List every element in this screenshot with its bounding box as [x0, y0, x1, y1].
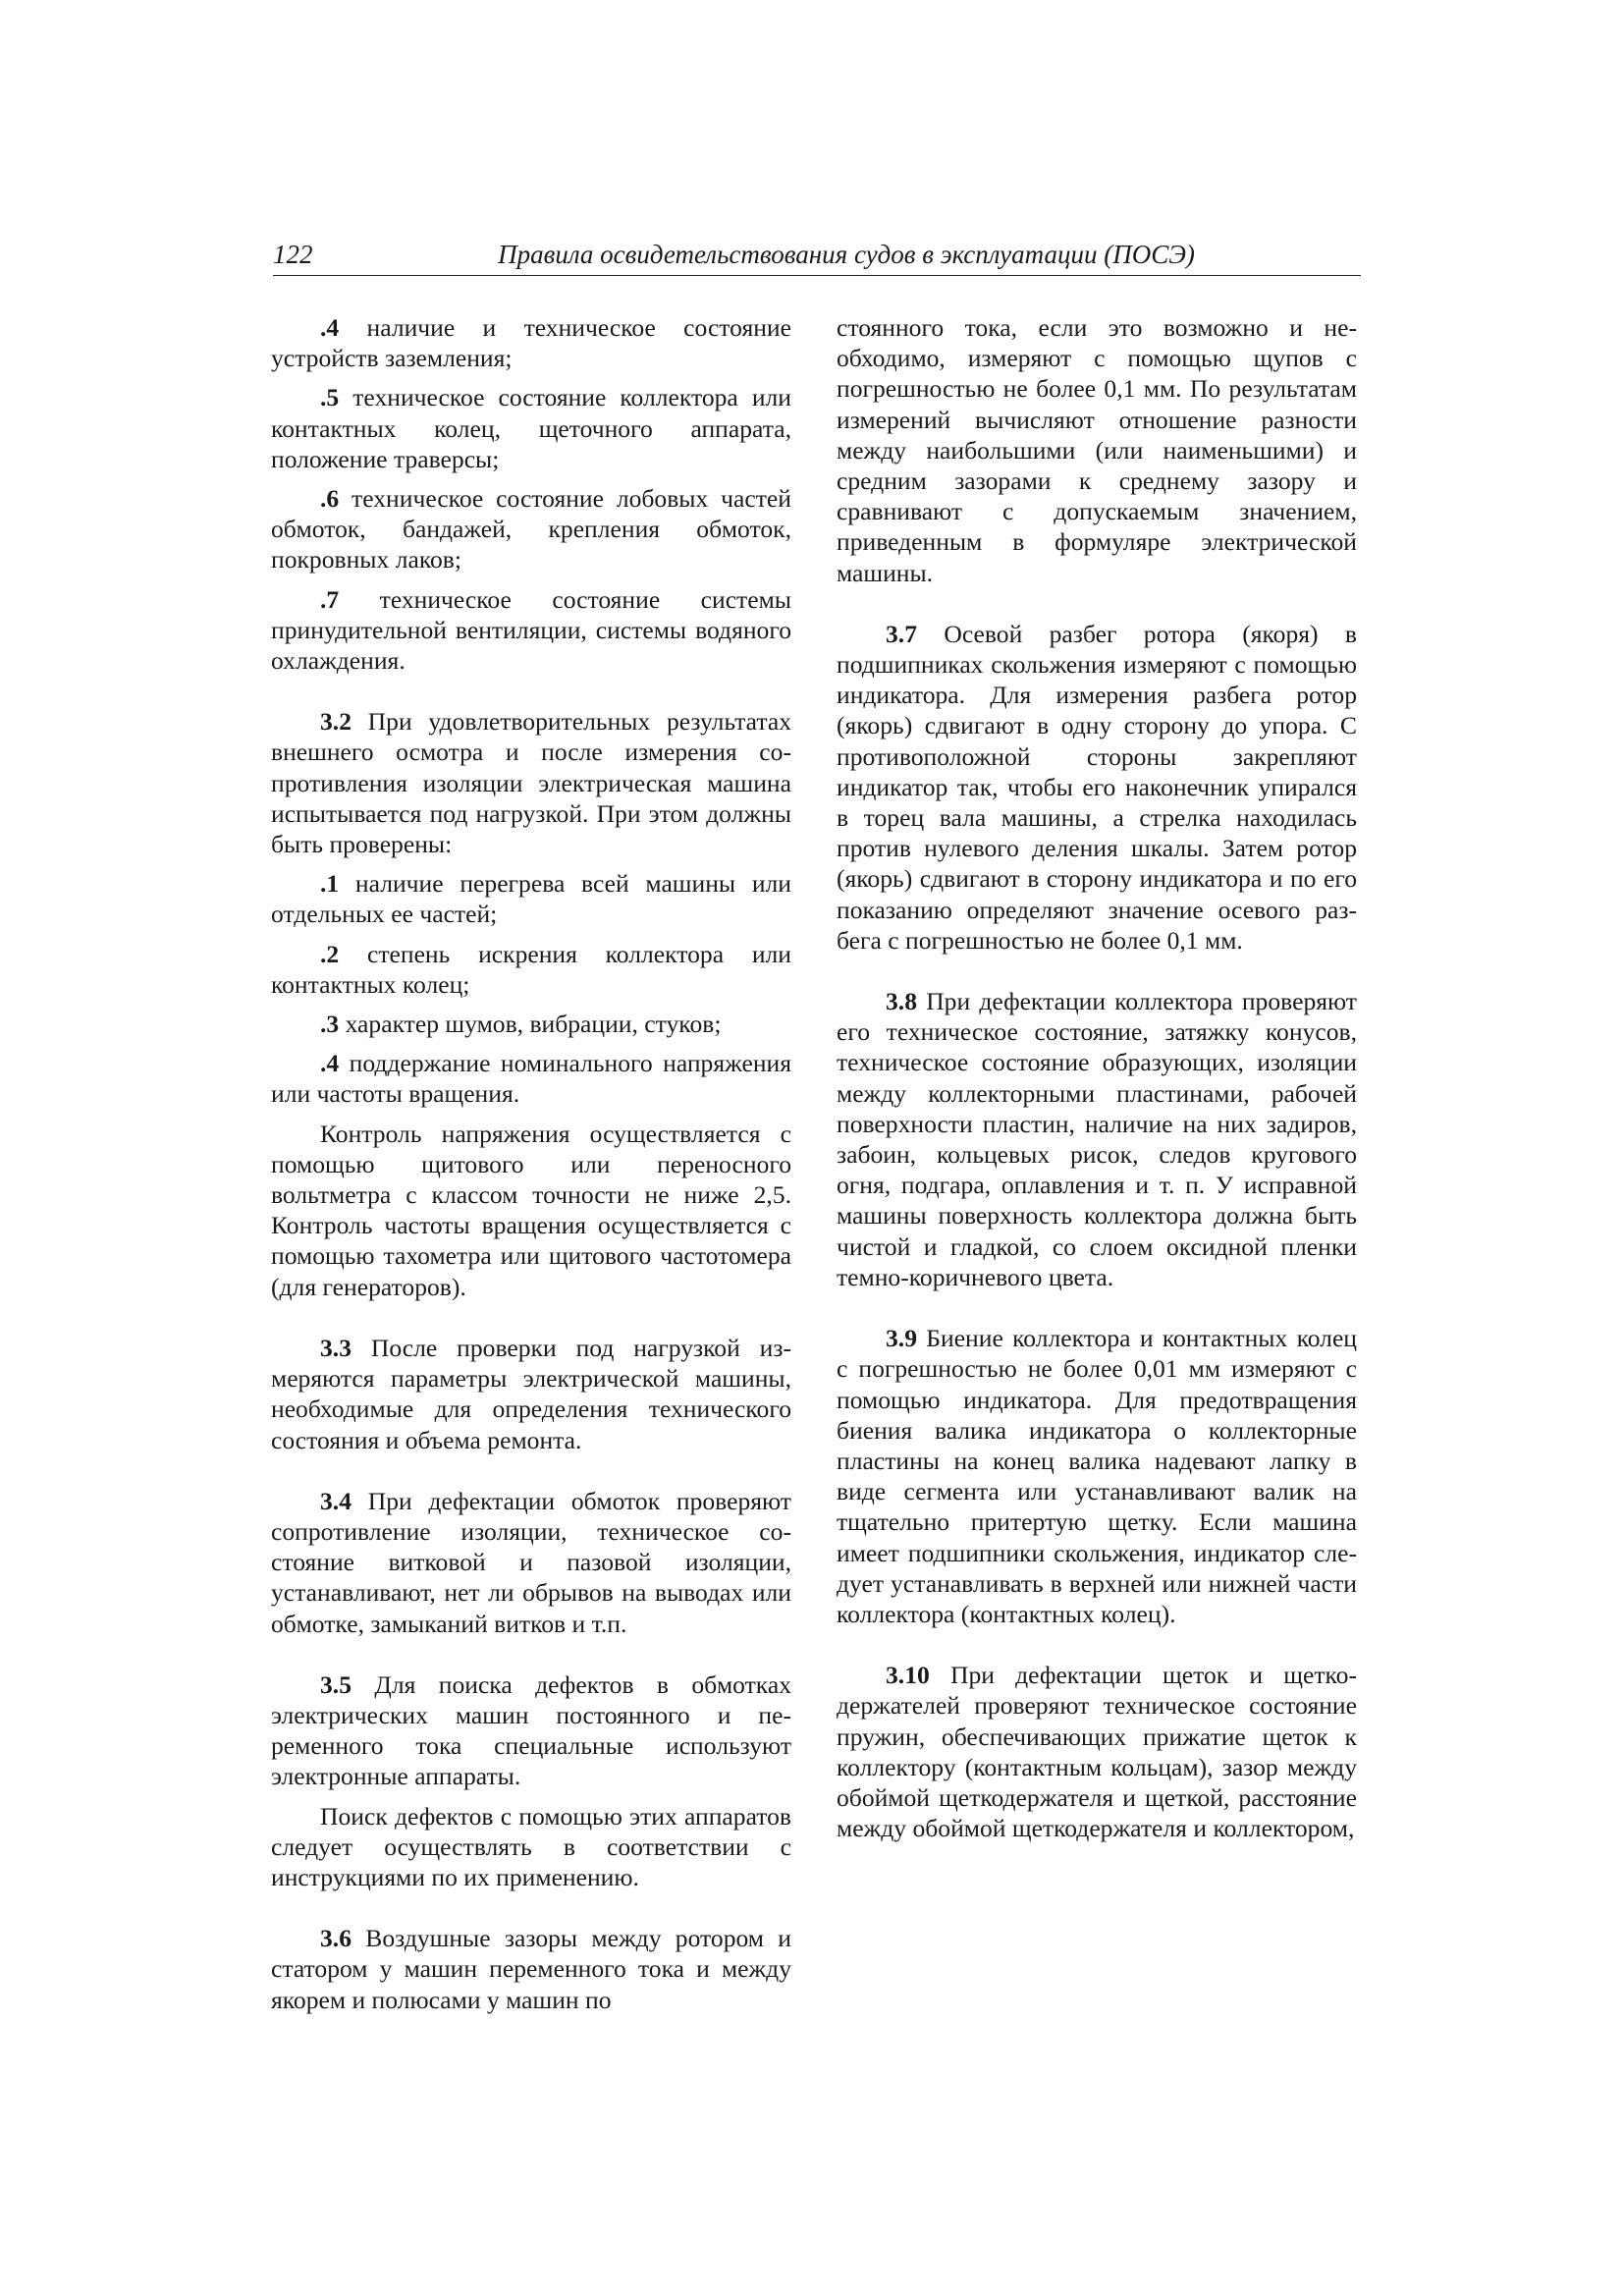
- paragraph-text: Воздушные зазоры между ротором и статором у машин переменного тока и между якорем и полюсами у машин по: [271, 1924, 791, 2014]
- paragraph-text: наличие и техническое состояние устройств заземления;: [271, 313, 791, 373]
- paragraph-text: Контроль напряжения осуществляется с помощью щитового или переносного вольтметра с классом точности не ниже 2,5. Контроль частоты вращения осуществляется с помощью тахометра или щитового частотомера (для генераторов).: [271, 1119, 791, 1301]
- item-number: .5: [320, 383, 340, 412]
- paragraph: [271, 382, 791, 474]
- item-number: .6: [320, 484, 340, 514]
- page-number: 122: [273, 240, 313, 269]
- section-number: 3.5: [320, 1669, 352, 1699]
- section-number: 3.4: [320, 1486, 352, 1515]
- section-paragraph: [271, 1486, 791, 1639]
- section-number: 3.7: [886, 619, 917, 648]
- paragraph: [271, 1801, 791, 1893]
- paragraph-text: поддержание номинального напряжения или частоты вращения.: [271, 1049, 791, 1109]
- section-number: 3.6: [320, 1924, 352, 1953]
- section-paragraph: [271, 1333, 791, 1455]
- section-number: 3.2: [320, 707, 352, 737]
- section-paragraph: [837, 1660, 1357, 1843]
- paragraph-text: При дефектации щеток и щеткодержателей проверяют техническое состояние пружин, обеспечивающих прижатие щеток к коллектору (контактным кольцам), зазор между обоймой щеткодержателя и щеткой, расстояние между обоймой щеткодержателя и коллектором,: [837, 1661, 1357, 1843]
- section-paragraph: [837, 619, 1357, 956]
- item-number: .4: [320, 1049, 340, 1078]
- paragraph-text: наличие перегрева всей машины или отдельных ее частей;: [271, 869, 791, 929]
- running-header: [273, 240, 1361, 276]
- section-paragraph: [271, 1669, 791, 1792]
- paragraph: [271, 483, 791, 575]
- paragraph: [271, 939, 791, 1000]
- paragraph: [271, 1009, 791, 1039]
- paragraph: [271, 1048, 791, 1109]
- section-paragraph: [271, 1923, 791, 2015]
- running-title: Правила освидетельствования судов в эксплуатации (ПОСЭ): [498, 240, 1195, 269]
- section-number: 3.8: [886, 987, 917, 1016]
- paragraph: [271, 312, 791, 373]
- paragraph: [271, 1119, 791, 1302]
- section-paragraph: [271, 706, 791, 859]
- item-number: .4: [320, 313, 340, 342]
- section-paragraph: [837, 1323, 1357, 1629]
- paragraph-text: техническое состояние системы принудительной вентиляции, системы водяного охлаждения.: [271, 584, 791, 676]
- item-number: .1: [320, 869, 340, 899]
- paragraph-text: После проверки под нагрузкой измеряются параметры электрической машины, необходимые для определения технического состояния и объема ремонта.: [271, 1333, 791, 1454]
- paragraph-text: Осевой разбег ротора (якоря) в подшипниках скольжения измеряют с помощью индикатора. Для измерения разбега ротор (якорь) сдвигают в одну сторону до упора. С противоположной стороны закрепляют индикатор так, чтобы его наконечник упирался в торец вала машины, а стрелка находилась против нулевого деления шкалы. Затем ротор (якорь) сдвигают в сторону индикатора и по его показанию определяют значение осевого разбега с погрешностью не более 0,1 мм.: [837, 619, 1357, 955]
- section-number: 3.10: [886, 1661, 930, 1690]
- paragraph-text: характер шумов, вибрации, стуков;: [339, 1010, 722, 1039]
- item-number: .3: [320, 1010, 340, 1039]
- paragraph-text: Для поиска дефектов в обмотках электрических машин постоянного и переменного тока специальные используют электронные аппараты.: [271, 1669, 791, 1791]
- paragraph-text: Поиск дефектов с помощью этих аппаратов следует осуществлять в соответствии с инструкциями по их применению.: [271, 1801, 791, 1891]
- paragraph-text: техническое состояние коллектора или контактных колец, щеточного аппарата, положение траверсы;: [271, 383, 791, 473]
- item-number: .7: [320, 584, 340, 614]
- paragraph-text: При дефектации обмоток проверяют сопротивление изоляции, техническое состояние витковой и пазовой изоляции, устанавливают, нет ли обрывов на выводах или обмотке, замыканий витков и т.п.: [271, 1486, 791, 1638]
- paragraph-text: При дефектации коллектора проверяют его техническое состояние, затяжку конусов, техническое состояние образующих, изоляции между коллекторными пластинами, рабочей поверхности пластин, наличие на них задиров, забоин, кольцевых рисок, следов кругового огня, подгара, оплавления и т. п. У исправной машины поверхность коллектора должна быть чистой и гладкой, со слоем оксидной пленки темно-коричневого цвета.: [837, 987, 1357, 1291]
- paragraph-text: техническое состояние лобовых частей обмоток, бандажей, крепления обмоток, покровных лаков;: [271, 484, 791, 574]
- paragraph-text: степень искрения коллектора или контактных колец;: [271, 939, 791, 999]
- section-number: 3.9: [886, 1324, 917, 1353]
- item-number: .2: [320, 939, 340, 968]
- paragraph-text: Биение коллектора и контактных колец с погрешностью не более 0,01 мм измеряют с помощью индикатора. Для предотвращения биения валика индикатора о коллекторные пластины на конец валика надевают лапку в виде сегмента или устанавливают валик на тщательно притертую щетку. Если машина имеет подшипники скольжения, индикатор следует устанавливать в верхней или нижней части коллектора (контактных колец).: [837, 1324, 1357, 1628]
- left-column: [271, 312, 791, 2015]
- paragraph-text: При удовлетворительных результатах внешнего осмотра и после измерения сопротивления изоляции электрическая машина испытывается под нагрузкой. При этом должны быть проверены:: [271, 707, 791, 859]
- paragraph-continued: [837, 312, 1357, 588]
- paragraph: [271, 868, 791, 929]
- paragraph-text: стоянного тока, если это возможно и необходимо, измеряют с помощью щупов с погрешностью не более 0,1 мм. По результатам измерений вычисляют отношение разности между наибольшими (или наименьшими) и средним зазорами к среднему зазору и сравнивают с допускаемым значением, приведенным в формуляре электрической машины.: [837, 313, 1357, 587]
- section-number: 3.3: [320, 1333, 352, 1362]
- section-paragraph: [837, 986, 1357, 1292]
- paragraph: [271, 584, 791, 677]
- right-column: [837, 312, 1357, 1843]
